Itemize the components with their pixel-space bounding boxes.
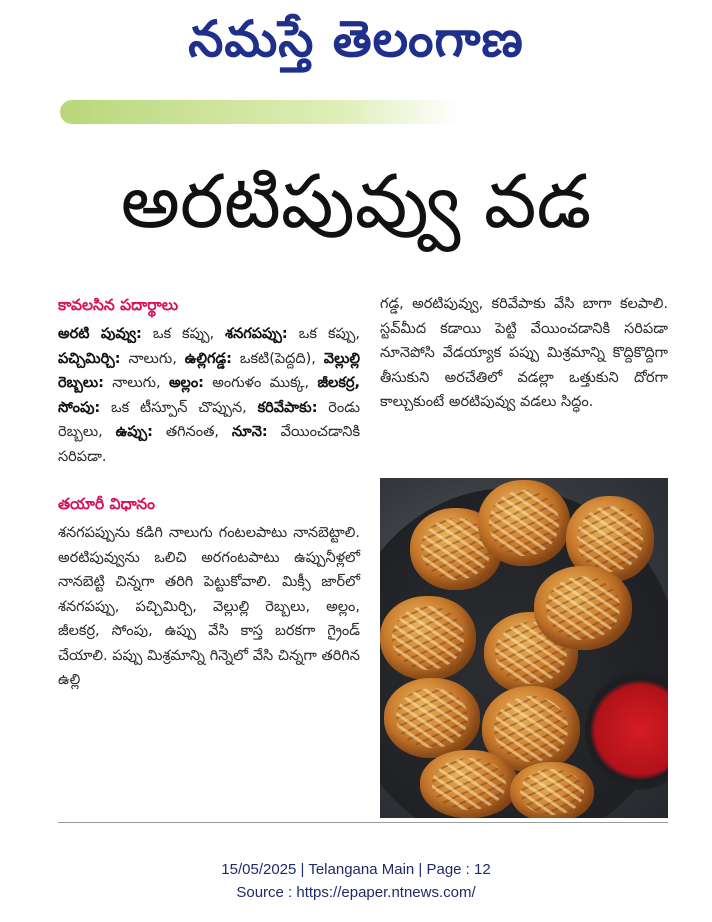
ingredient-name: వెల్లుల్లి రెబ్బలు: [58, 350, 361, 391]
article-bottom-rule [58, 822, 668, 823]
ingredient-qty: తగినంత, [165, 424, 219, 440]
ingredients-list [58, 322, 360, 469]
article-right-column [380, 292, 668, 415]
ingredient-qty: ఒక కప్పు, [298, 326, 361, 342]
method-heading: తయారీ విధానం [58, 495, 155, 513]
ingredient-name: పచ్చిమిర్చి: [58, 350, 121, 367]
ingredient-qty: ఒక కప్పు, [152, 326, 215, 342]
ingredient-qty: నాలుగు, [128, 350, 177, 367]
article-left-column [58, 292, 360, 693]
vada-fritter [478, 480, 570, 566]
vada-photo [380, 478, 668, 818]
method-text-continued: గడ్డ, అరటిపువ్వు, కరివేపాకు వేసి బాగా కలపాలి. స్టవ్‌మీద కడాయి పెట్టి వేయించడానికి సరిపడా నూనెపోసి వేడయ్యాక పప్పు మిశ్రమాన్ని కొద్దికొద్దిగా తీసుకుని అరచేతిలో వడల్లా ఒత్తుకుని దోరగా కాల్చుకుంటే అరటిపువ్వు వడలు సిద్ధం. [380, 296, 668, 410]
ingredient-name: ఉల్లిగడ్డ: [184, 350, 232, 367]
vada-fritter [510, 762, 594, 818]
masthead-logo: నమస్తే తెలంగాణ [188, 10, 524, 68]
ingredient-qty: ఒకటి(పెద్దది), [239, 350, 316, 367]
ingredient-qty: అంగుళం ముక్క, [212, 375, 310, 391]
ingredient-name: నూనె: [231, 424, 268, 440]
vada-fritter [534, 566, 632, 650]
vada-fritter [380, 596, 476, 680]
decorative-green-bar [60, 100, 460, 124]
ingredient-name: జీలకర్ర, సోంపు: [58, 375, 360, 416]
article-headline: అరటిపువ్వు వడ [120, 159, 592, 245]
method-text: శనగపప్పును కడిగి నాలుగు గంటలపాటు నానబెట్టాలి. అరటిపువ్వును ఒలిచి అరగంటపాటు ఉప్పునీళ్లలో నానబెట్టి చిన్నగా తరిగి పెట్టుకోవాలి. మిక్సీ జార్‌లో శనగపప్పు, పచ్చిమిర్చి, వెల్లుల్లి రెబ్బలు, అల్లం, జీలకర్ర, సోంపు, ఉప్పు వేసి కాస్త బరకగా గ్రైండ్ చేయాలి. పప్పు మిశ్రమాన్ని గిన్నెలో వేసి చిన్నగా తరిగిన ఉల్లి [58, 525, 360, 688]
footer-source: Source : https://epaper.ntnews.com/ [236, 884, 476, 901]
footer-edition-info: 15/05/2025 | Telangana Main | Page : 12 [221, 861, 491, 878]
ingredient-name: అరటి పువ్వు: [58, 326, 142, 342]
ingredient-name: శనగపప్పు: [225, 326, 288, 342]
ingredient-name: అల్లం: [168, 375, 204, 391]
ingredient-qty: నాలుగు, [112, 375, 161, 391]
ingredient-qty: రెండు రెబ్బలు, [58, 399, 360, 440]
ingredient-name: కరివేపాకు: [257, 399, 318, 416]
ingredients-heading: కావలసిన పదార్థాలు [58, 296, 179, 314]
ingredient-qty: వేయించడానికి సరిపడా. [58, 424, 361, 465]
ingredient-qty: ఒక టీస్పూన్ చొప్పున, [111, 399, 247, 416]
ingredient-name: ఉప్పు: [115, 424, 153, 440]
vada-fritter [384, 678, 480, 758]
vada-fritter [420, 750, 518, 818]
